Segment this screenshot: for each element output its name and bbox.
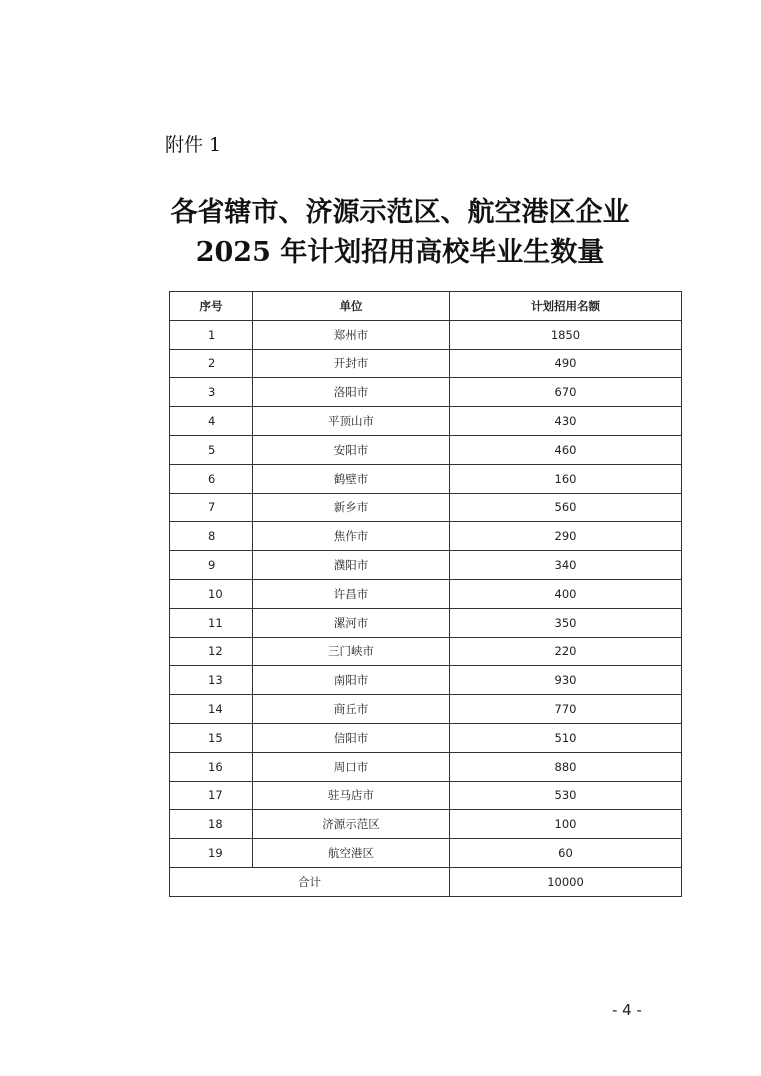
cell-index: 19 [170,839,253,868]
cell-unit: 开封市 [253,349,450,378]
table-row [170,551,682,580]
table-row [170,781,682,810]
attachment-label: 附件 1 [165,134,222,156]
cell-quota: 770 [450,695,682,724]
total-row [170,867,682,896]
cell-unit: 平顶山市 [253,407,450,436]
table-row [170,349,682,378]
cell-index: 6 [170,464,253,493]
header-index: 序号 [170,292,253,321]
quota-table [169,291,682,897]
cell-unit: 鹤壁市 [253,464,450,493]
cell-unit: 新乡市 [253,493,450,522]
cell-quota: 60 [450,839,682,868]
table-row [170,435,682,464]
table-row [170,637,682,666]
cell-quota: 460 [450,435,682,464]
header-quota: 计划招用名额 [450,292,682,321]
cell-quota: 560 [450,493,682,522]
table-row [170,522,682,551]
title-line-2: 2025 年计划招用高校毕业生数量 [195,237,605,268]
cell-quota: 160 [450,464,682,493]
cell-quota: 930 [450,666,682,695]
cell-quota: 430 [450,407,682,436]
cell-index: 2 [170,349,253,378]
cell-quota: 670 [450,378,682,407]
cell-index: 5 [170,435,253,464]
cell-index: 16 [170,752,253,781]
cell-quota: 880 [450,752,682,781]
cell-unit: 航空港区 [253,839,450,868]
table-row [170,407,682,436]
cell-quota: 400 [450,579,682,608]
total-label: 合计 [170,867,450,896]
cell-quota: 1850 [450,320,682,349]
cell-index: 18 [170,810,253,839]
cell-unit: 信阳市 [253,723,450,752]
header-unit: 单位 [253,292,450,321]
table-row [170,493,682,522]
table-row [170,839,682,868]
cell-quota: 290 [450,522,682,551]
cell-unit: 洛阳市 [253,378,450,407]
cell-index: 10 [170,579,253,608]
cell-unit: 济源示范区 [253,810,450,839]
cell-quota: 220 [450,637,682,666]
cell-unit: 南阳市 [253,666,450,695]
cell-index: 7 [170,493,253,522]
cell-unit: 漯河市 [253,608,450,637]
cell-unit: 周口市 [253,752,450,781]
cell-index: 3 [170,378,253,407]
cell-quota: 340 [450,551,682,580]
total-quota: 10000 [450,867,682,896]
cell-index: 1 [170,320,253,349]
table-body [170,320,682,867]
cell-quota: 510 [450,723,682,752]
cell-unit: 商丘市 [253,695,450,724]
table-row [170,723,682,752]
cell-index: 11 [170,608,253,637]
document-title [130,193,670,273]
table-row [170,695,682,724]
cell-index: 9 [170,551,253,580]
cell-unit: 三门峡市 [253,637,450,666]
cell-unit: 许昌市 [253,579,450,608]
table-row [170,378,682,407]
cell-index: 14 [170,695,253,724]
table-row [170,579,682,608]
cell-index: 13 [170,666,253,695]
cell-index: 17 [170,781,253,810]
table-row [170,320,682,349]
table-row [170,608,682,637]
cell-index: 8 [170,522,253,551]
cell-unit: 郑州市 [253,320,450,349]
cell-quota: 350 [450,608,682,637]
cell-unit: 驻马店市 [253,781,450,810]
table-row [170,464,682,493]
cell-unit: 焦作市 [253,522,450,551]
table-header-row [170,292,682,321]
cell-index: 4 [170,407,253,436]
table-row [170,752,682,781]
cell-unit: 濮阳市 [253,551,450,580]
table-row [170,810,682,839]
title-line-1: 各省辖市、济源示范区、航空港区企业 [170,197,630,228]
table-row [170,666,682,695]
page-number: - 4 - [612,1001,642,1019]
cell-unit: 安阳市 [253,435,450,464]
cell-index: 12 [170,637,253,666]
cell-quota: 530 [450,781,682,810]
cell-index: 15 [170,723,253,752]
cell-quota: 490 [450,349,682,378]
cell-quota: 100 [450,810,682,839]
